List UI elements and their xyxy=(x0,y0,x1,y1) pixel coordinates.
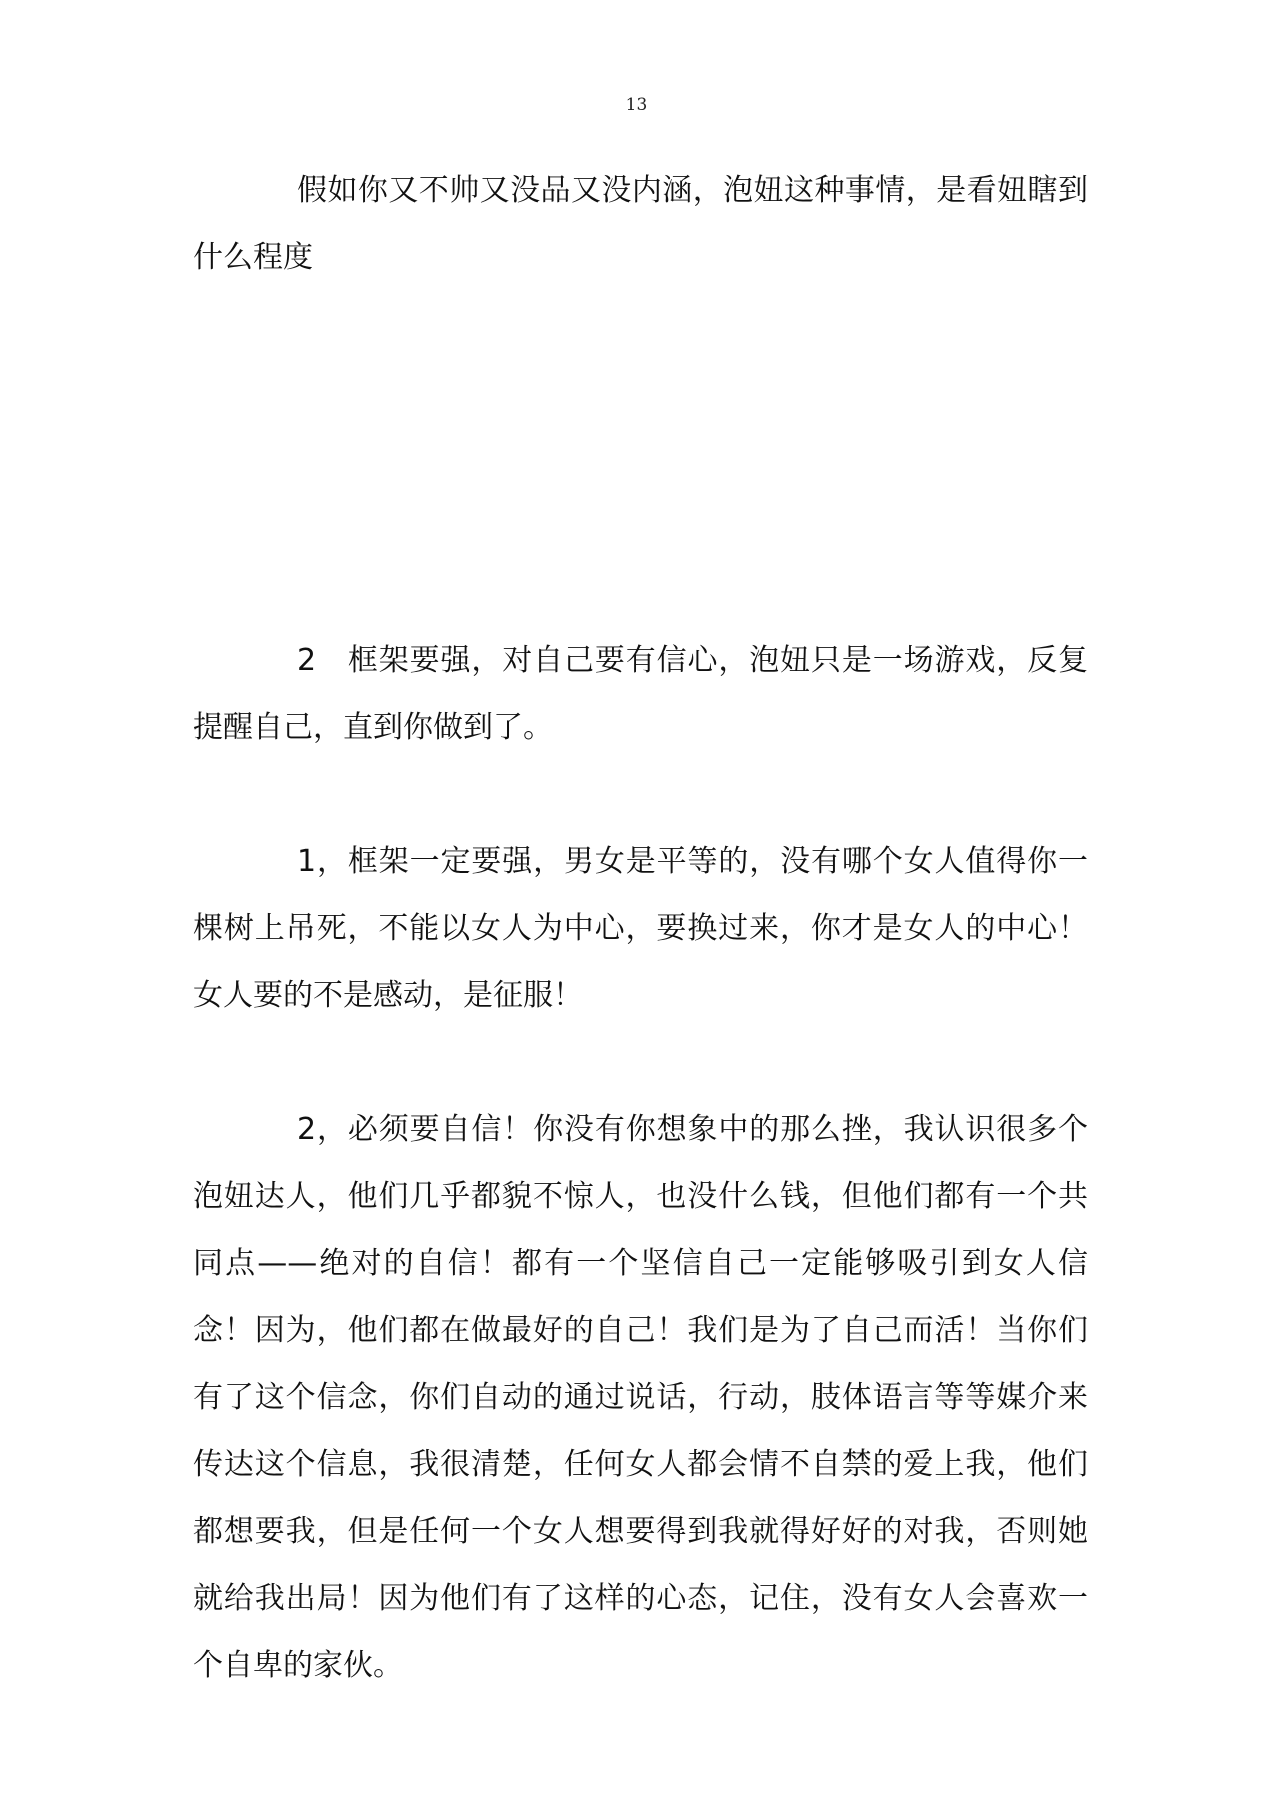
paragraph-2: 2 框架要强，对自己要有信心，泡妞只是一场游戏，反复提醒自己，直到你做到了。 xyxy=(193,643,1088,745)
paragraph-4: 2，必须要自信！你没有你想象中的那么挫，我认识很多个泡妞达人，他们几乎都貌不惊人，也没什么钱，但他们都有一个共同点——绝对的自信！都有一个坚信自己一定能够吸引到女人信念！因为，他们都在做最好的自己！我们是为了自己而活！当你们有了这个信念，你们自动的通过说话，行动，肢体语言等等媒介来传达这个信息，我很清楚，任何女人都会情不自禁的爱上我，他们都想要我，但是任何一个女人想要得到我就得好好的对我，否则她就给我出局！因为他们有了这样的心态，记住，没有女人会喜欢一个自卑的家伙。 xyxy=(193,1112,1088,1683)
paragraph-3: 1，框架一定要强，男女是平等的，没有哪个女人值得你一棵树上吊死，不能以女人为中心，要换过来，你才是女人的中心！女人要的不是感动，是征服！ xyxy=(193,844,1088,1013)
page-number: 13 xyxy=(625,95,648,115)
paragraph-1: 假如你又不帅又没品又没内涵，泡妞这种事情，是看妞瞎到什么程度 xyxy=(193,173,1088,275)
